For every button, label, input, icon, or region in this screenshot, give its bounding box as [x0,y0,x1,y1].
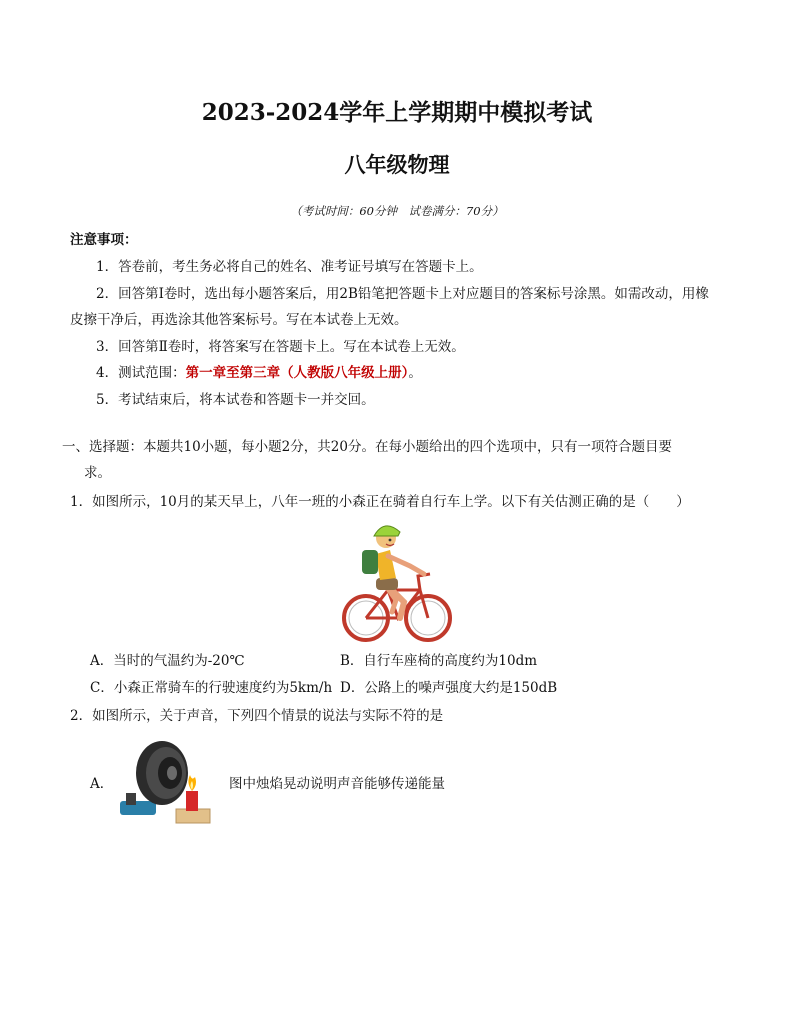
notice-item-4-prefix: 4．测试范围： [96,365,186,381]
notice-item-2-line-1: 2．回答第Ⅰ卷时，选出每小题答案后，用2B铅笔把答题卡上对应题目的答案标号涂黑。如需改动，用橡 [96,286,709,302]
section-1-heading-line-2: 求。 [84,465,111,481]
q1-option-c: C．小森正常骑车的行驶速度约为5km/h [90,680,333,696]
notice-item-4-suffix: 。 [408,365,422,381]
q2-option-a-label: A． [90,776,114,792]
question-2-stem: 2．如图所示，关于声音，下列四个情景的说法与实际不符的是 [70,708,444,724]
q1-option-a: A．当时的气温约为-20℃ [90,653,245,669]
notice-item-5: 5．考试结束后，将本试卷和答题卡一并交回。 [96,392,375,408]
notice-item-4 [96,363,422,383]
page-title: 2023-2024学年上学期期中模拟考试 [201,99,593,126]
page-subtitle: 八年级物理 [344,153,450,177]
notice-item-2-line-2: 皮擦干净后，再选涂其他答案标号。写在本试卷上无效。 [70,312,408,328]
cyclist-icon [340,520,452,644]
speaker-candle-icon [116,737,214,827]
section-1-heading-line-1: 一、选择题：本题共10小题，每小题2分，共20分。在每小题给出的四个选项中，只有一项符合题目要 [62,439,672,455]
test-range: 第一章至第三章（人教版八年级上册） [185,365,409,381]
q2-option-a-text: 图中烛焰晃动说明声音能够传递能量 [229,776,445,792]
notice-heading: 注意事项： [70,232,138,248]
notice-item-3: 3．回答第Ⅱ卷时，将答案写在答题卡上。写在本试卷上无效。 [96,339,465,355]
exam-info: （考试时间：60分钟 试卷满分：70分） [290,204,504,218]
q1-option-b: B．自行车座椅的高度约为10dm [340,653,538,669]
q1-option-d: D．公路上的噪声强度大约是150dB [340,680,558,696]
notice-item-1: 1．答卷前，考生务必将自己的姓名、准考证号填写在答题卡上。 [96,259,483,275]
question-1-stem: 1．如图所示，10月的某天早上，八年一班的小森正在骑着自行车上学。以下有关估测正确的是（ ） [70,494,690,510]
